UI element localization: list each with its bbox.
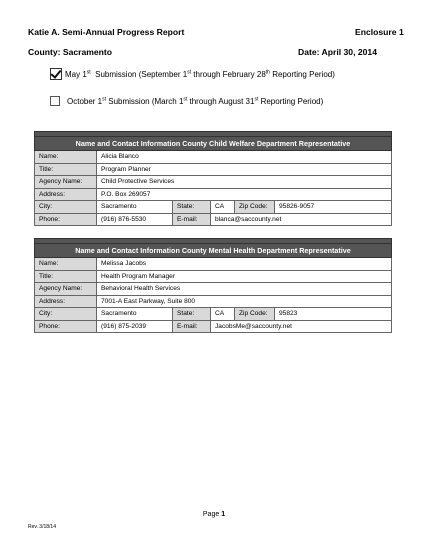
address-label: Address: xyxy=(35,188,97,201)
zip-value: 95826-9057 xyxy=(275,201,392,214)
phone-label: Phone: xyxy=(35,320,97,333)
may-submission-label: May 1st Submission (September 1st through February 28th Reporting Period) xyxy=(65,68,335,79)
agency-label: Agency Name: xyxy=(35,283,97,296)
agency-label: Agency Name: xyxy=(35,176,97,189)
name-value: Alicia Blanco xyxy=(97,151,392,164)
state-label: State: xyxy=(173,201,211,214)
zip-label: Zip Code: xyxy=(235,308,275,321)
cws-contact-table xyxy=(34,131,392,226)
title-value: Health Program Manager xyxy=(97,270,392,283)
agency-value: Child Protective Services xyxy=(97,176,392,189)
email-value: blanca@saccounty.net xyxy=(211,213,392,226)
title-label: Title: xyxy=(35,163,97,176)
october-submission-checkbox[interactable] xyxy=(50,96,60,106)
agency-value: Behavioral Health Services xyxy=(97,283,392,296)
report-date: Date: April 30, 2014 xyxy=(298,47,377,57)
mh-contact-table xyxy=(34,238,392,333)
cws-table-title: Name and Contact Information County Child Welfare Department Representative xyxy=(35,137,392,151)
phone-value: (916) 875-2039 xyxy=(97,320,173,333)
revision-date: Rev. 3/18/14 xyxy=(28,524,56,530)
phone-label: Phone: xyxy=(35,213,97,226)
name-label: Name: xyxy=(35,151,97,164)
enclosure-label: Enclosure 1 xyxy=(355,27,404,37)
state-value: CA xyxy=(211,308,235,321)
zip-value: 95823 xyxy=(275,308,392,321)
report-title: Katie A. Semi-Annual Progress Report xyxy=(28,27,185,37)
page-number: Page 1 xyxy=(202,511,226,518)
mh-table-title: Name and Contact Information County Mental Health Department Representative xyxy=(35,244,392,258)
submission-october xyxy=(50,96,323,106)
city-label: City: xyxy=(35,308,97,321)
county-label: County: Sacramento xyxy=(28,47,113,57)
phone-value: (916) 876-5530 xyxy=(97,213,173,226)
title-label: Title: xyxy=(35,270,97,283)
address-label: Address: xyxy=(35,295,97,308)
state-label: State: xyxy=(173,308,211,321)
name-value: Melissa Jacobs xyxy=(97,258,392,271)
zip-label: Zip Code: xyxy=(235,201,275,214)
email-value: JacobsMe@saccounty.net xyxy=(211,320,392,333)
email-label: E-mail: xyxy=(173,320,211,333)
city-value: Sacramento xyxy=(97,201,173,214)
state-value: CA xyxy=(211,201,235,214)
may-submission-checkbox[interactable] xyxy=(50,68,62,80)
city-label: City: xyxy=(35,201,97,214)
title-value: Program Planner xyxy=(97,163,392,176)
october-submission-label: October 1st Submission (March 1st through August 31st Reporting Period) xyxy=(67,95,324,106)
submission-may xyxy=(50,68,335,80)
address-value: P.O. Box 269057 xyxy=(97,188,392,201)
name-label: Name: xyxy=(35,258,97,271)
city-value: Sacramento xyxy=(97,308,173,321)
email-label: E-mail: xyxy=(173,213,211,226)
address-value: 7001-A East Parkway, Suite 800 xyxy=(97,295,392,308)
